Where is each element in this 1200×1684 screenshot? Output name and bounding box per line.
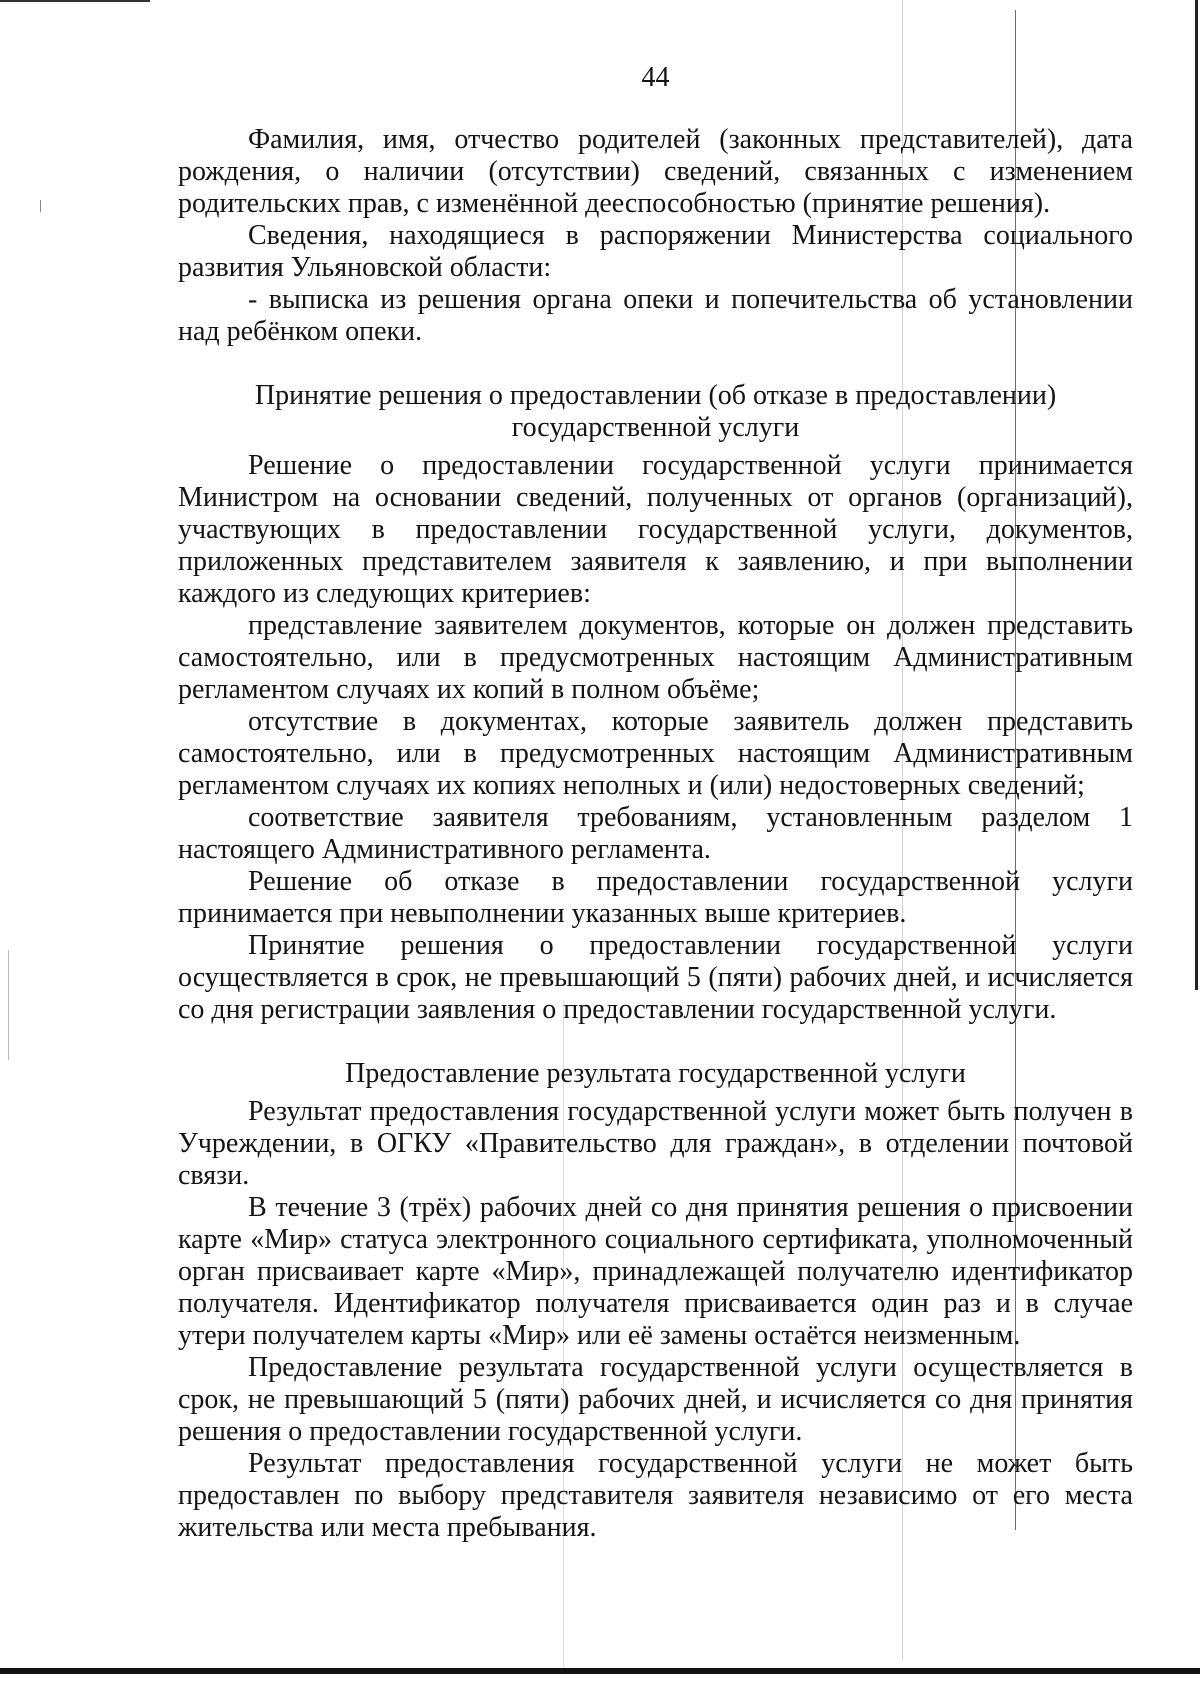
paragraph: Фамилия, имя, отчество родителей (законных представителей), дата рождения, о наличии (отсутствии) сведений, связанных с изменением родительских прав, с изменённой дееспособностью (принятие решения). bbox=[178, 124, 1133, 219]
document-page bbox=[178, 62, 1133, 1544]
scan-artifact-bottom-line bbox=[0, 1668, 1200, 1674]
paragraph: Предоставление результата государственной услуги осуществляется в срок, не превышающий 5 (пяти) рабочих дней, и исчисляется со дня принятия решения о предоставлении государственной услуги. bbox=[178, 1352, 1133, 1447]
section-heading: Предоставление результата государственной услуги bbox=[345, 1058, 966, 1089]
paragraph: соответствие заявителя требованиям, установленным разделом 1 настоящего Административного регламента. bbox=[178, 802, 1133, 865]
paragraph: отсутствие в документах, которые заявитель должен представить самостоятельно, или в предусмотренных настоящим Административным регламентом случаях их копиях неполных и (или) недостоверных сведений; bbox=[178, 706, 1133, 801]
spacer bbox=[178, 348, 1133, 380]
paragraph: Принятие решения о предоставлении государственной услуги осуществляется в срок, не превышающий 5 (пяти) рабочих дней, и исчисляется со дня регистрации заявления о предоставлении государственной услуги. bbox=[178, 930, 1133, 1025]
scan-artifact-top-line bbox=[0, 0, 150, 2]
scan-artifact-mark bbox=[40, 200, 41, 212]
paragraph: В течение 3 (трёх) рабочих дней со дня принятия решения о присвоении карте «Мир» статуса электронного социального сертификата, уполномоченный орган присваивает карте «Мир», принадлежащей получателю идентификатор получателя. Идентификатор получателя присваивается один раз и в случае утери получателем карты «Мир» или её замены остаётся неизменным. bbox=[178, 1192, 1133, 1351]
scan-artifact-mark bbox=[8, 950, 9, 1060]
spacer bbox=[178, 1026, 1133, 1058]
section-heading: Принятие решения о предоставлении (об отказе в предоставлении) государственной услуги bbox=[254, 380, 1057, 443]
paragraph: - выписка из решения органа опеки и попечительства об установлении над ребёнком опеки. bbox=[178, 284, 1133, 347]
paragraph: представление заявителем документов, которые он должен представить самостоятельно, или в предусмотренных настоящим Административным регламентом случаях их копий в полном объёме; bbox=[178, 610, 1133, 705]
paragraph: Результат предоставления государственной услуги не может быть предоставлен по выбору представителя заявителя независимо от его места жительства или места пребывания. bbox=[178, 1448, 1133, 1543]
paragraph: Сведения, находящиеся в распоряжении Министерства социального развития Ульяновской области: bbox=[178, 220, 1133, 283]
paragraph: Результат предоставления государственной услуги может быть получен в Учреждении, в ОГКУ «Правительство для граждан», в отделении почтовой связи. bbox=[178, 1096, 1133, 1191]
page-number: 44 bbox=[641, 62, 670, 93]
scan-artifact-right-edge bbox=[1195, 0, 1198, 990]
paragraph: Решение о предоставлении государственной услуги принимается Министром на основании сведений, полученных от органов (организаций), участвующих в предоставлении государственной услуги, документов, приложенных представителем заявителя к заявлению, и при выполнении каждого из следующих критериев: bbox=[178, 450, 1133, 609]
paragraph: Решение об отказе в предоставлении государственной услуги принимается при невыполнении указанных выше критериев. bbox=[178, 866, 1133, 929]
